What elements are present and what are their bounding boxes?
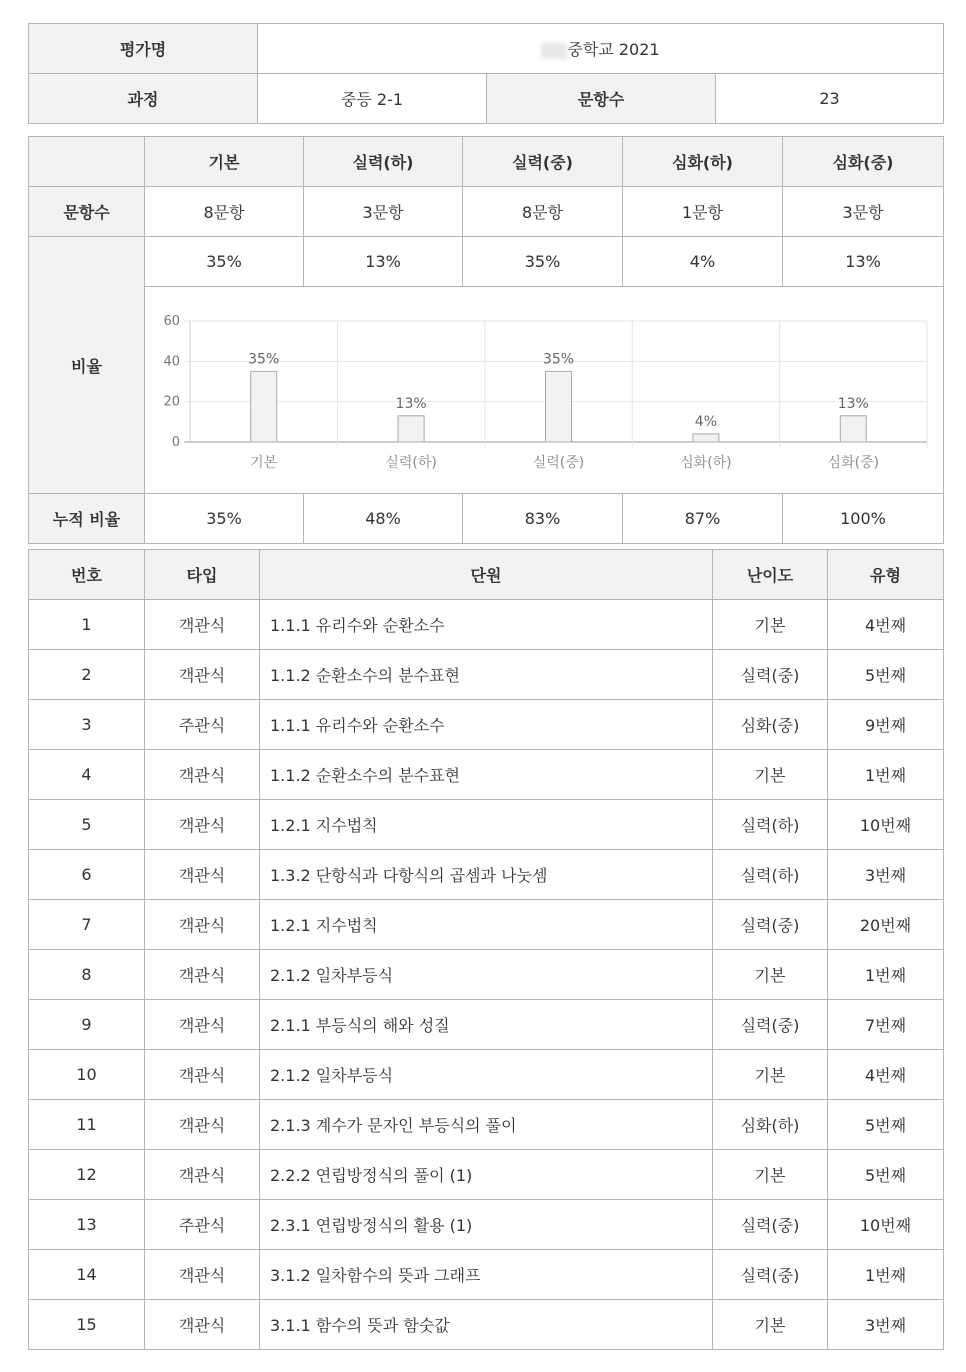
x-tick-label: 실력(중): [532, 455, 585, 471]
bar-data-label: 4%: [694, 413, 718, 430]
question-difficulty: 기본: [713, 1150, 828, 1200]
table-row: [29, 600, 944, 650]
question-difficulty: 기본: [713, 750, 828, 800]
table-row: [29, 1250, 944, 1300]
question-unit: 2.1.2 일차부등식: [260, 950, 713, 1000]
level-ratio: 13%: [304, 237, 463, 287]
table-row: [29, 650, 944, 700]
table-row: [29, 750, 944, 800]
table-row: [29, 700, 944, 750]
question-pattern: 3번째: [828, 1300, 944, 1350]
question-pattern: 5번째: [828, 650, 944, 700]
bar: [693, 434, 719, 442]
question-pattern: 1번째: [828, 1250, 944, 1300]
question-difficulty: 실력(중): [713, 1200, 828, 1250]
question-difficulty: 기본: [713, 1050, 828, 1100]
question-difficulty: 심화(하): [713, 1100, 828, 1150]
cumulative-ratio: 83%: [463, 494, 623, 544]
bar-data-label: 13%: [395, 395, 427, 412]
question-pattern: 10번째: [828, 800, 944, 850]
level-header: 기본: [145, 137, 304, 187]
x-tick-label: 심화(하): [680, 455, 732, 471]
question-unit: 2.1.1 부등식의 해와 성질: [260, 1000, 713, 1050]
summary-table: [28, 23, 944, 124]
question-number: 9: [29, 1000, 145, 1050]
question-type: 객관식: [145, 1250, 260, 1300]
questions-body: [29, 600, 944, 1350]
table-row: [29, 800, 944, 850]
questions-table: [28, 549, 944, 1350]
table-row: [29, 1100, 944, 1150]
level-count: 3문항: [783, 187, 944, 237]
x-tick-label: 심화(중): [827, 455, 880, 471]
question-type: 객관식: [145, 1300, 260, 1350]
question-pattern: 9번째: [828, 700, 944, 750]
question-difficulty: 기본: [713, 1300, 828, 1350]
question-pattern: 7번째: [828, 1000, 944, 1050]
question-unit: 2.2.2 연립방정식의 풀이 (1): [260, 1150, 713, 1200]
level-count: 8문항: [145, 187, 304, 237]
bar: [546, 371, 572, 442]
question-count-value: 23: [716, 74, 944, 124]
question-difficulty: 실력(하): [713, 800, 828, 850]
question-number: 1: [29, 600, 145, 650]
question-number: 14: [29, 1250, 145, 1300]
cumulative-ratio: 87%: [623, 494, 783, 544]
level-header: 심화(하): [623, 137, 783, 187]
bar-data-label: 13%: [837, 395, 869, 412]
bar: [251, 371, 277, 442]
cumulative-row-label: 누적 비율: [29, 494, 145, 544]
bar: [840, 416, 866, 442]
question-difficulty: 기본: [713, 600, 828, 650]
table-row: [29, 900, 944, 950]
y-tick-label: 60: [163, 314, 180, 329]
question-type: 객관식: [145, 1000, 260, 1050]
y-tick-label: 40: [163, 354, 180, 370]
table-row: [29, 850, 944, 900]
ratio-bar-chart: [145, 287, 943, 489]
bar-data-label: 35%: [542, 351, 575, 368]
level-header: 실력(하): [304, 137, 463, 187]
question-unit: 1.3.2 단항식과 다항식의 곱셈과 나눗셈: [260, 850, 713, 900]
question-unit: 3.1.1 함수의 뜻과 함숫값: [260, 1300, 713, 1350]
level-count: 3문항: [304, 187, 463, 237]
question-pattern: 5번째: [828, 1150, 944, 1200]
question-unit: 1.1.2 순환소수의 분수표현: [260, 750, 713, 800]
question-unit: 1.1.1 유리수와 순환소수: [260, 700, 713, 750]
question-type: 객관식: [145, 950, 260, 1000]
question-number: 2: [29, 650, 145, 700]
question-number: 13: [29, 1200, 145, 1250]
question-number: 8: [29, 950, 145, 1000]
question-type: 주관식: [145, 1200, 260, 1250]
question-number: 4: [29, 750, 145, 800]
question-number: 15: [29, 1300, 145, 1350]
col-header-type: 타입: [145, 550, 260, 600]
level-header: 심화(중): [783, 137, 944, 187]
question-pattern: 4번째: [828, 1050, 944, 1100]
question-number: 11: [29, 1100, 145, 1150]
question-pattern: 4번째: [828, 600, 944, 650]
question-pattern: 10번째: [828, 1200, 944, 1250]
cumulative-ratio: 48%: [304, 494, 463, 544]
eval-name-value: 중학교 2021: [258, 24, 944, 74]
cumulative-ratio: 35%: [145, 494, 304, 544]
table-row: [29, 1300, 944, 1350]
level-distribution-table: [28, 136, 944, 544]
question-type: 주관식: [145, 700, 260, 750]
question-pattern: 3번째: [828, 850, 944, 900]
question-unit: 1.2.1 지수법칙: [260, 900, 713, 950]
question-pattern: 1번째: [828, 750, 944, 800]
col-header-number: 번호: [29, 550, 145, 600]
question-number: 12: [29, 1150, 145, 1200]
col-header-difficulty: 난이도: [713, 550, 828, 600]
table-row: [29, 1000, 944, 1050]
level-count: 1문항: [623, 187, 783, 237]
table-row: [29, 1050, 944, 1100]
question-difficulty: 실력(하): [713, 850, 828, 900]
course-value: 중등 2-1: [258, 74, 487, 124]
x-tick-label: 실력(하): [385, 455, 437, 471]
y-tick-label: 20: [163, 394, 180, 410]
question-difficulty: 실력(중): [713, 650, 828, 700]
question-number: 7: [29, 900, 145, 950]
question-difficulty: 실력(중): [713, 1000, 828, 1050]
question-difficulty: 실력(중): [713, 1250, 828, 1300]
question-type: 객관식: [145, 600, 260, 650]
question-type: 객관식: [145, 1050, 260, 1100]
cumulative-ratio: 100%: [783, 494, 944, 544]
question-unit: 1.1.2 순환소수의 분수표현: [260, 650, 713, 700]
question-pattern: 1번째: [828, 950, 944, 1000]
question-type: 객관식: [145, 1100, 260, 1150]
y-tick-label: 0: [171, 435, 180, 450]
question-number: 10: [29, 1050, 145, 1100]
level-ratio: 4%: [623, 237, 783, 287]
question-unit: 1.1.1 유리수와 순환소수: [260, 600, 713, 650]
question-unit: 2.3.1 연립방정식의 활용 (1): [260, 1200, 713, 1250]
level-ratio: 35%: [145, 237, 304, 287]
count-row-label: 문항수: [29, 187, 145, 237]
question-difficulty: 실력(중): [713, 900, 828, 950]
question-type: 객관식: [145, 650, 260, 700]
question-pattern: 5번째: [828, 1100, 944, 1150]
level-ratio: 13%: [783, 237, 944, 287]
corner-cell: [29, 137, 145, 187]
eval-name-label: 평가명: [29, 24, 258, 74]
table-row: [29, 1200, 944, 1250]
col-header-pattern: 유형: [828, 550, 944, 600]
ratio-chart-cell: [145, 287, 944, 494]
question-type: 객관식: [145, 800, 260, 850]
level-header: 실력(중): [463, 137, 623, 187]
question-unit: 1.2.1 지수법칙: [260, 800, 713, 850]
x-tick-label: 기본: [250, 455, 278, 471]
table-row: [29, 1150, 944, 1200]
question-count-label: 문항수: [487, 74, 716, 124]
question-difficulty: 기본: [713, 950, 828, 1000]
question-type: 객관식: [145, 750, 260, 800]
question-number: 6: [29, 850, 145, 900]
redacted-school-name: [541, 43, 567, 59]
level-count: 8문항: [463, 187, 623, 237]
question-number: 3: [29, 700, 145, 750]
question-unit: 2.1.2 일차부등식: [260, 1050, 713, 1100]
question-type: 객관식: [145, 850, 260, 900]
col-header-unit: 단원: [260, 550, 713, 600]
level-ratio: 35%: [463, 237, 623, 287]
table-row: [29, 950, 944, 1000]
question-type: 객관식: [145, 900, 260, 950]
question-unit: 3.1.2 일차함수의 뜻과 그래프: [260, 1250, 713, 1300]
question-type: 객관식: [145, 1150, 260, 1200]
question-pattern: 20번째: [828, 900, 944, 950]
bar-data-label: 35%: [248, 351, 280, 368]
question-difficulty: 심화(중): [713, 700, 828, 750]
question-unit: 2.1.3 계수가 문자인 부등식의 풀이: [260, 1100, 713, 1150]
course-label: 과정: [29, 74, 258, 124]
question-number: 5: [29, 800, 145, 850]
bar: [398, 416, 424, 442]
ratio-row-label: 비율: [29, 237, 145, 494]
